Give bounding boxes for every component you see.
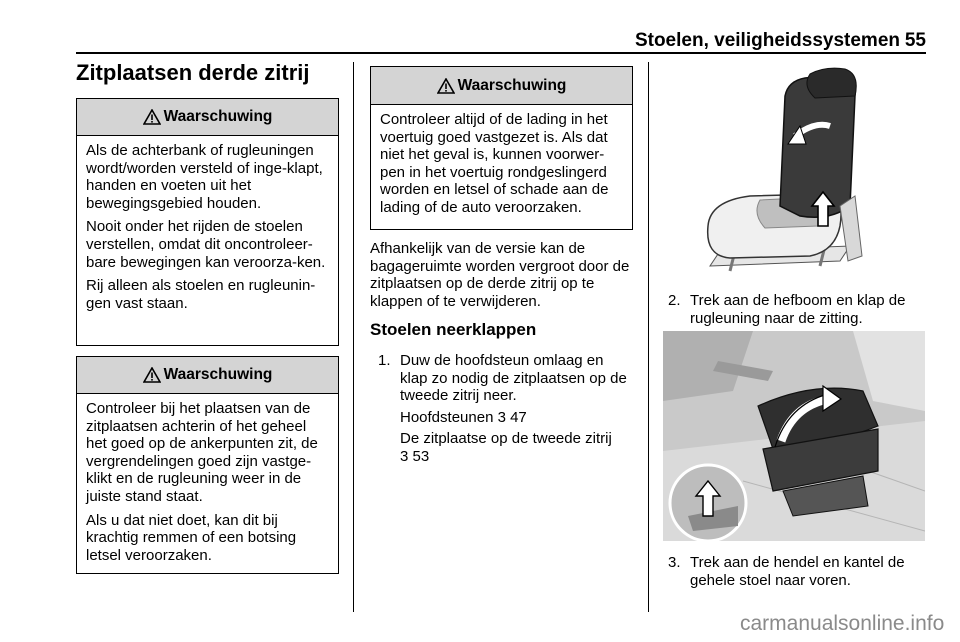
intro-paragraph — [370, 240, 635, 310]
step-number: 3. — [668, 554, 681, 571]
page-ref-icon: 3 — [497, 408, 506, 426]
step-2 — [668, 292, 928, 331]
warning-paragraph: Als u dat niet doet, kan dit bij krachtig remmen of een botsing letsel veroorzaken. — [86, 511, 297, 564]
subheading: Stoelen neerklappen — [370, 320, 537, 339]
reference-label: Hoofdsteunen — [400, 408, 494, 426]
warning-body — [77, 394, 338, 564]
warning-heading: Waarschuwing — [163, 366, 273, 383]
section-title: Zitplaatsen derde zitrij — [76, 60, 310, 85]
step-text: Duw de hoofdsteun omlaag en klap zo nodig de zitplaatsen op de tweede zitrij neer. — [400, 352, 627, 405]
cross-reference[interactable] — [400, 409, 634, 427]
warning-body — [77, 136, 338, 312]
step-number: 2. — [668, 292, 681, 309]
reference-page: 53 — [412, 447, 430, 465]
page-ref-icon: 3 — [400, 447, 409, 465]
page-number: 55 — [904, 30, 926, 51]
warning-triangle-icon — [437, 78, 455, 94]
column-separator-left — [353, 62, 354, 612]
watermark-text: carmanualsonline.info — [740, 612, 945, 635]
warning-header — [371, 67, 632, 105]
warning-box-1 — [76, 98, 339, 346]
step-3 — [668, 554, 928, 593]
warning-box-3 — [370, 66, 633, 230]
warning-paragraph: Controleer bij het plaatsen van de zitplaatsen achterin of het geheel het goed op de ankerpunten zit, de vergrendelingen goed zijn vastge-klikt en de rugleuning weer in de juiste stand staat. — [86, 400, 318, 505]
seat-folding-photo — [663, 331, 925, 541]
step-text: Trek aan de hefboom en klap de rugleuning naar de zitting. — [690, 292, 906, 327]
running-header-title: Stoelen, veiligheidssystemen — [634, 30, 900, 51]
warning-triangle-icon — [143, 367, 161, 383]
seat-illustration — [690, 66, 870, 284]
step-text: Trek aan de hendel en kantel de gehele stoel naar voren. — [690, 554, 905, 589]
header-rule — [76, 52, 926, 54]
warning-box-2 — [76, 356, 339, 574]
warning-paragraph: Nooit onder het rijden de stoelen verstellen, omdat dit oncontroleer-bare bewegingen kan veroorza-ken. — [86, 218, 326, 271]
column-separator-right — [648, 62, 649, 612]
reference-page: 47 — [510, 408, 527, 426]
warning-paragraph: Rij alleen als stoelen en rugleunin-gen vast staan. — [86, 277, 316, 312]
warning-header — [77, 357, 338, 394]
warning-header — [77, 99, 338, 136]
warning-heading: Waarschuwing — [457, 76, 567, 94]
warning-body — [371, 105, 632, 217]
reference-label: De zitplaatse op de tweede zitrij — [400, 430, 612, 448]
cross-reference[interactable] — [400, 430, 634, 465]
step-1 — [378, 352, 634, 470]
warning-heading: Waarschuwing — [163, 108, 273, 125]
warning-triangle-icon — [143, 109, 161, 125]
intro-text: Afhankelijk van de versie kan de bagageruimte worden vergroot door de zitplaatsen op de derde zitrij op te klappen of te verwijderen. — [370, 240, 630, 310]
step-number: 1. — [378, 352, 391, 369]
warning-paragraph: Controleer altijd of de lading in het voertuig goed vastgezet is. Als dat niet het geval is, kunnen voorwer-pen in het voertuig rondgeslingerd worden en letsel of schade aan de lading of de auto veroorzaken. — [380, 111, 609, 216]
warning-paragraph: Als de achterbank of rugleuningen wordt/worden versteld of inge-klapt, handen en voeten uit het bewegingsgebied houden. — [86, 142, 323, 212]
